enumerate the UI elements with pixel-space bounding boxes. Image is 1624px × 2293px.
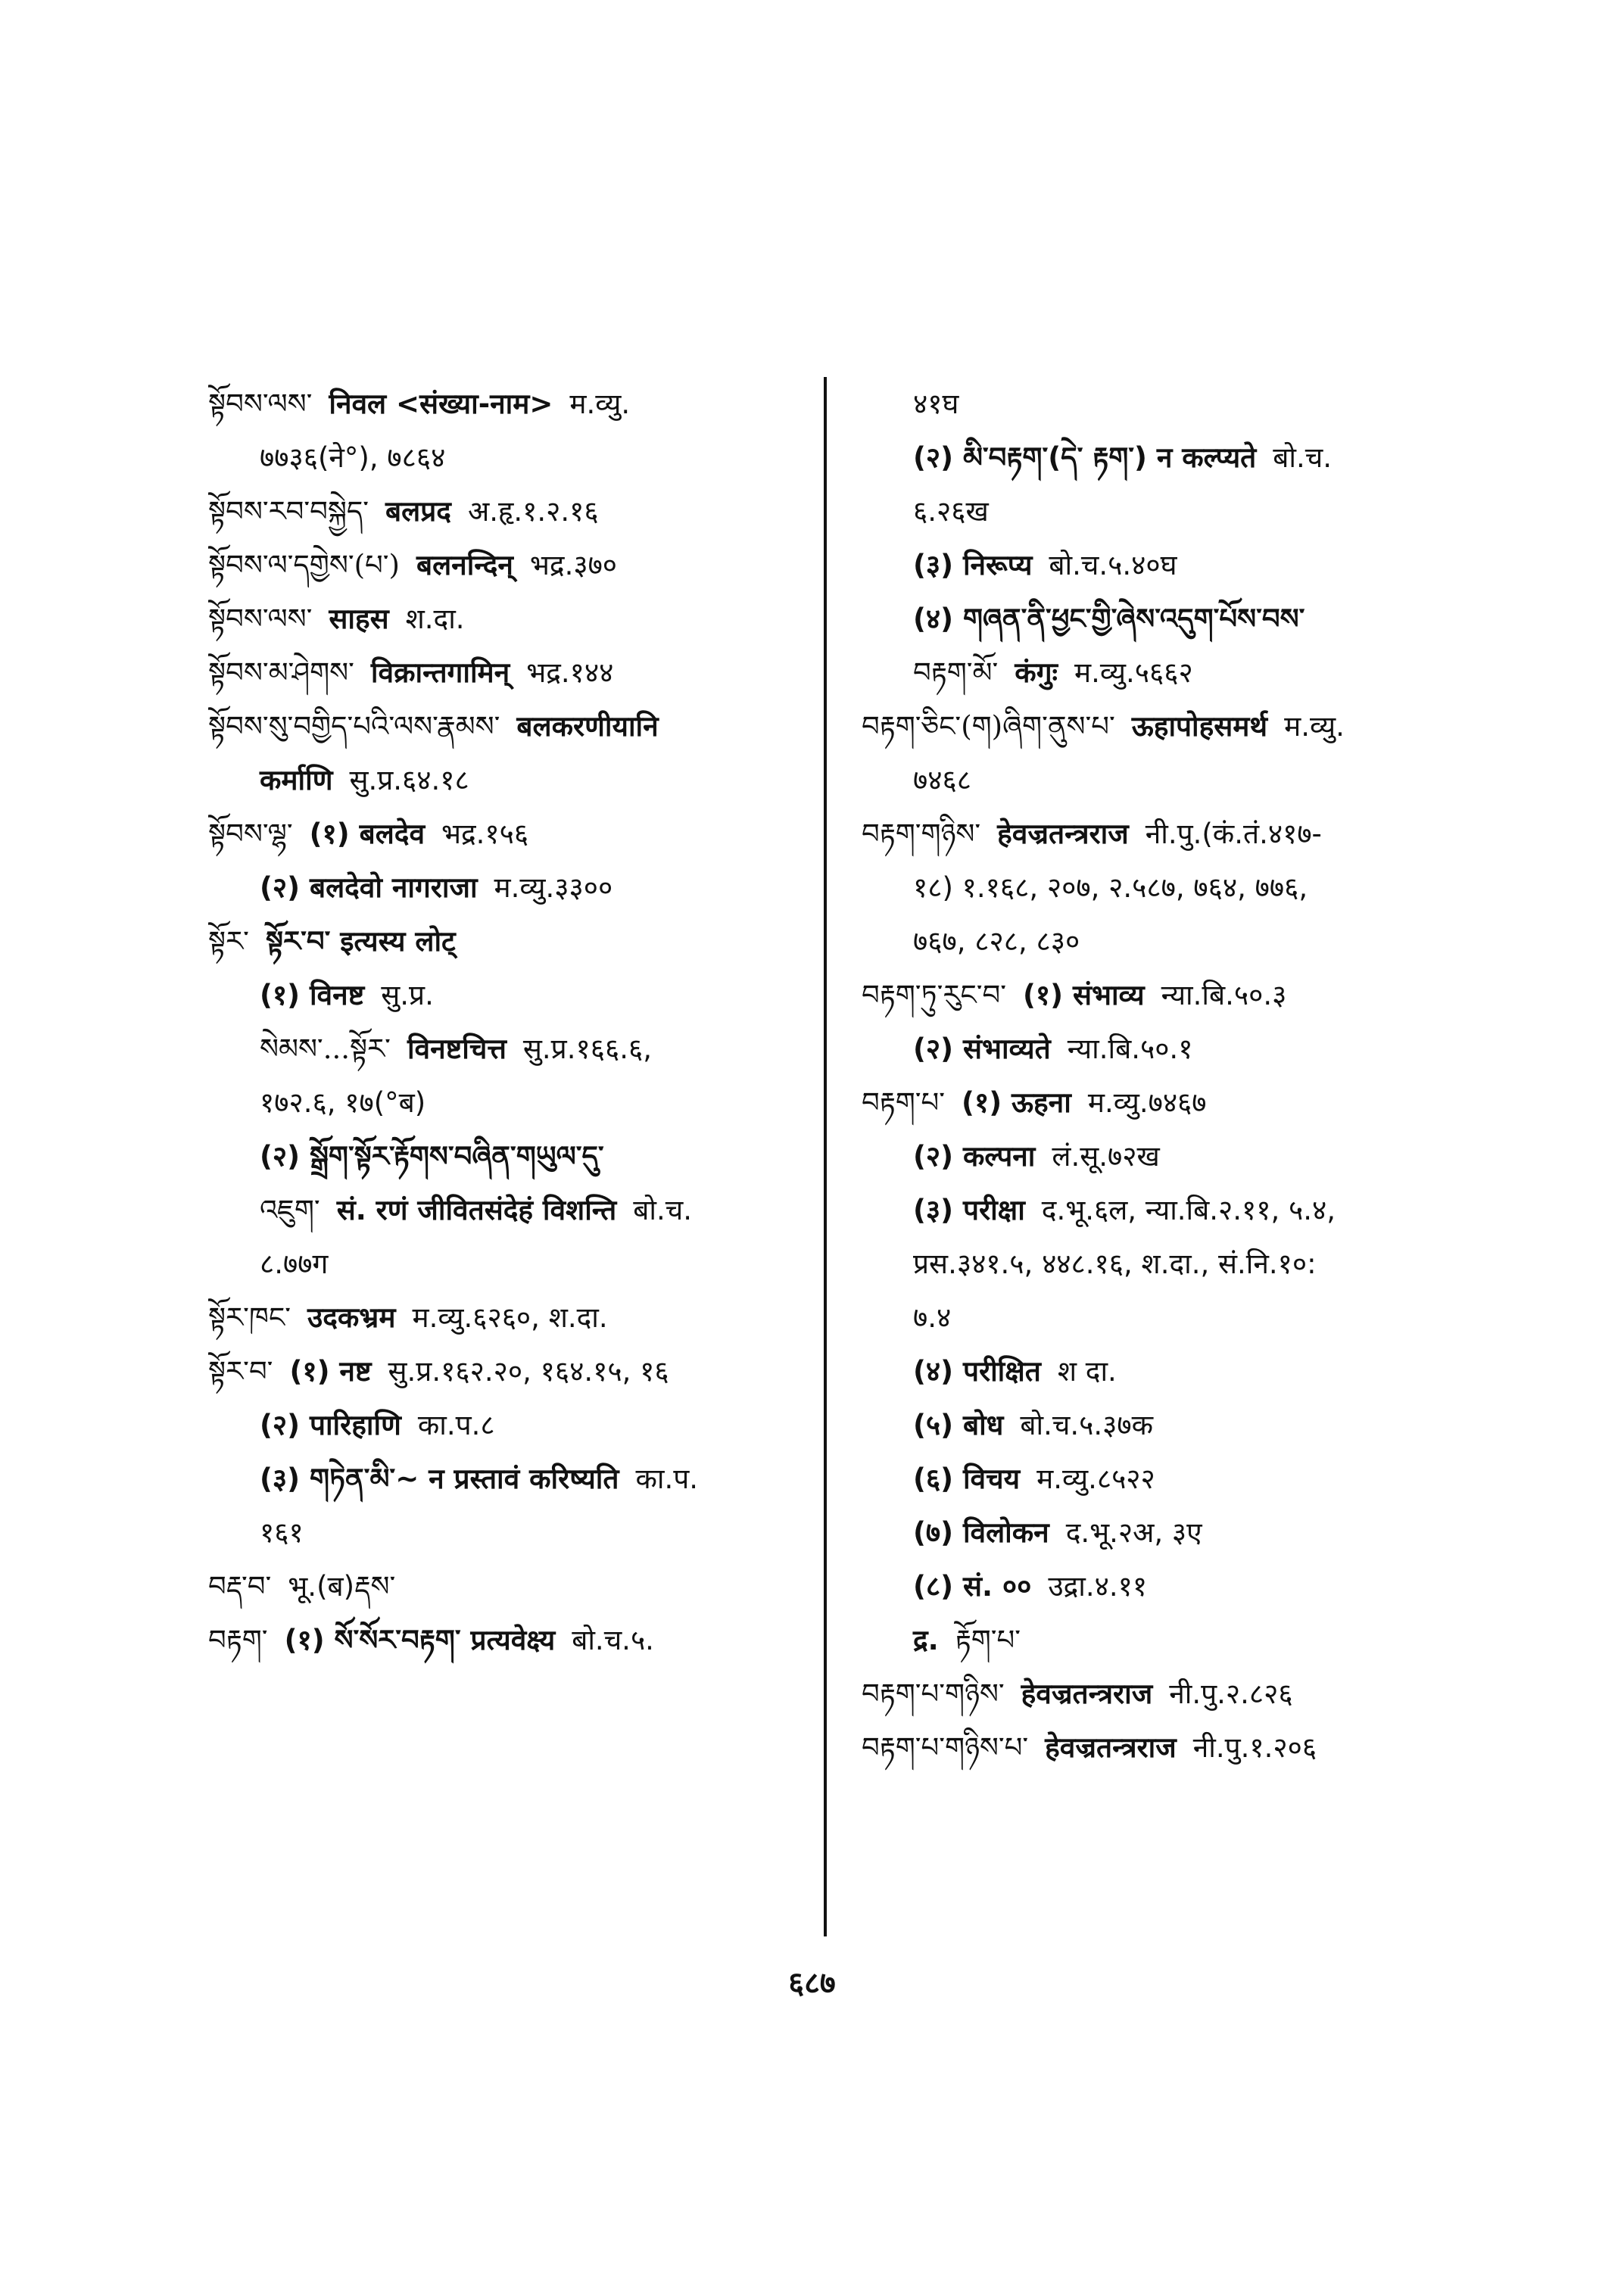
source-reference: श.दा. (405, 603, 465, 635)
sanskrit-equivalent: उदकभ्रम (307, 1301, 396, 1334)
sanskrit-equivalent: (१) संभाव्य (1023, 979, 1145, 1011)
sanskrit-equivalent: हेवज्रतन्त्रराज (1021, 1678, 1153, 1710)
entry-line (862, 1344, 1482, 1398)
sanskrit-equivalent: (५) बोध (913, 1409, 1004, 1441)
source-reference: म.व्यु.७४६७ (1087, 1086, 1207, 1119)
column-divider (824, 377, 827, 1936)
sanskrit-equivalent: हेवज्रतन्त्रराज (997, 818, 1129, 850)
left-column (208, 377, 829, 1667)
tibetan-headword: བརྟག་ཏུ་རུང་བ་ (862, 979, 1006, 1011)
tibetan-headword: སྟོབས་ལ་དགྱེས་(པ་) (208, 549, 400, 581)
entry-line (862, 1721, 1482, 1774)
source-reference: नी.पु.१.२०६ (1192, 1731, 1317, 1764)
source-reference: १७२.६, १७(°ब) (260, 1086, 426, 1119)
entry-line (862, 484, 1482, 538)
source-reference: न्या.बि.५०.१ (1067, 1033, 1193, 1065)
entry-line (862, 1183, 1482, 1237)
source-reference: द.भू.२अ, ३ए (1065, 1516, 1202, 1549)
entry-line (208, 1506, 829, 1559)
source-reference: नी.पु.२.८२६ (1169, 1678, 1293, 1710)
entry-line (208, 377, 829, 431)
entry-line (862, 592, 1482, 646)
entry-line (208, 592, 829, 646)
entry-line (208, 1129, 829, 1183)
source-reference: द.भू.६ल, न्या.बि.२.११, ५.४, (1041, 1194, 1336, 1226)
sanskrit-equivalent: ऊहापोहसमर्थ (1131, 710, 1268, 743)
entry-line (862, 1506, 1482, 1559)
entry-line (862, 1667, 1482, 1721)
tibetan-headword: བརྟག་ (208, 1624, 268, 1656)
tibetan-headword: སྟོར་ (208, 925, 249, 958)
entry-line (208, 1076, 829, 1129)
entry-line (862, 914, 1482, 968)
source-reference: सु.प्र.१६२.२०, १६४.१५, १६ (388, 1355, 669, 1388)
sanskrit-equivalent: (२) སྒྲོག་སྟོར་རྟོགས་བཞིན་གཡུལ་དུ་ (260, 1140, 604, 1173)
source-reference: बो.च.५. (572, 1624, 654, 1656)
source-reference: भू.(ब)རྡས་ (288, 1570, 396, 1603)
entry-line (208, 484, 829, 538)
source-reference: म.व्यु.६२६०, श.दा. (412, 1301, 608, 1334)
entry-line (862, 1613, 1482, 1667)
source-reference: ४१घ (913, 388, 959, 420)
tibetan-headword: བརྟག་གཉིས་ (862, 818, 981, 850)
entry-line (862, 1022, 1482, 1076)
source-reference: ८.७७ग (260, 1248, 329, 1280)
entry-line (862, 377, 1482, 431)
entry-line (208, 1022, 829, 1076)
entry-line (208, 753, 829, 807)
source-reference: १८) १.१६८, २०७, २.५८७, ७६४, ७७६, (913, 871, 1308, 904)
source-reference: बो.च. (1273, 441, 1332, 474)
entry-line (862, 861, 1482, 914)
source-reference: म.व्यु. (569, 388, 631, 420)
sanskrit-equivalent: (४) གཞན་ནི་ཕྱང་གྱི་ཞེས་འདུག་པོས་བས་ (913, 603, 1305, 635)
tibetan-headword: སྟོབས་ལས་ (208, 603, 313, 635)
entry-line (208, 1183, 829, 1237)
tibetan-headword: སེམས་...སྟོར་ (260, 1033, 391, 1065)
tibetan-headword: སྟོབས་ལྷ་ (208, 818, 293, 850)
source-reference: का.प.८ (417, 1409, 495, 1441)
entry-line (862, 431, 1482, 484)
entry-line (862, 1129, 1482, 1183)
tibetan-headword: བརྡ་བ་ (208, 1570, 272, 1603)
entry-line (862, 1291, 1482, 1344)
tibetan-headword: སྟོབས་མ་ཤེགས་ (208, 656, 354, 689)
tibetan-headword: བརྟག་པ་གཉིས་ (862, 1678, 1005, 1710)
sanskrit-equivalent: बलप्रद (385, 495, 451, 528)
tibetan-headword: སྟོར་ཁང་ (208, 1301, 291, 1334)
source-reference: म.व्यु.५६६२ (1074, 656, 1193, 689)
page-number: ६८७ (788, 1966, 836, 2001)
sanskrit-equivalent: हेवज्रतन्त्रराज (1045, 1731, 1177, 1764)
entry-line (208, 1344, 829, 1398)
source-reference: भद्र.१५६ (441, 818, 529, 850)
sanskrit-equivalent: सं. रणं जीवितसंदेहं विशन्ति (336, 1194, 617, 1226)
sanskrit-equivalent: विनष्टचित्त (407, 1033, 507, 1065)
tibetan-headword: བརྟག་པ་ (862, 1086, 946, 1119)
sanskrit-equivalent: बलकरणीयानि (516, 710, 659, 743)
source-reference: རྟོག་པ་ (955, 1624, 1021, 1656)
entry-line (208, 431, 829, 484)
tibetan-headword: སྟོབས་རབ་བསྐྱེད་ (208, 495, 369, 528)
sanskrit-equivalent: (१) विनष्ट (260, 979, 365, 1011)
sanskrit-equivalent: (२) पारिहाणि (260, 1409, 401, 1441)
entry-line (208, 1237, 829, 1291)
source-reference: बो.च. (633, 1194, 693, 1226)
source-reference: प्रस.३४१.५, ४४८.१६, श.दा., सं.नि.१०: (913, 1248, 1317, 1280)
tibetan-headword: བརྟག་ཅིང་(ག)ཞིག་ནུས་པ་ (862, 710, 1115, 743)
sanskrit-equivalent: (२) མི་བརྟག་(དེ་ རྟག་) न कल्प्यते (913, 441, 1257, 474)
source-reference: नी.पु.(कं.तं.४१७- (1145, 818, 1322, 850)
source-reference: ७.४ (913, 1301, 952, 1334)
source-reference: उद्रा.४.११ (1048, 1570, 1148, 1603)
entry-line (862, 1076, 1482, 1129)
source-reference: सु.प्र.१६६.६, (522, 1033, 652, 1065)
sanskrit-equivalent: (१) बलदेव (309, 818, 425, 850)
sanskrit-equivalent: (२) बलदेवो नागराजा (260, 871, 478, 904)
entry-line (862, 538, 1482, 592)
entry-line (208, 914, 829, 968)
sanskrit-equivalent: (२) कल्पना (913, 1140, 1036, 1173)
entry-line (208, 968, 829, 1022)
source-reference: भद्र.३७० (529, 549, 618, 581)
source-reference: भद्र.१४४ (526, 656, 614, 689)
entry-line (208, 699, 829, 753)
sanskrit-equivalent: སྟོར་བ་ इत्यस्य लोट् (265, 925, 456, 958)
tibetan-headword: སྟོབས་སུ་བགྱིད་པའི་ལས་རྣམས་ (208, 710, 500, 743)
source-reference: ६.२६ख (913, 495, 989, 528)
entry-line (208, 538, 829, 592)
sanskrit-equivalent: (३) परीक्षा (913, 1194, 1025, 1226)
source-reference: न्या.बि.५०.३ (1161, 979, 1287, 1011)
tibetan-headword: འཇུག་ (260, 1194, 320, 1226)
entry-line (862, 753, 1482, 807)
sanskrit-equivalent: द्र. (913, 1624, 939, 1656)
source-reference: का.प. (635, 1463, 699, 1495)
sanskrit-equivalent: (१) སོ་སོར་བརྟག་ प्रत्यवेक्ष्य (284, 1624, 556, 1656)
sanskrit-equivalent: (४) परीक्षित (913, 1355, 1041, 1388)
source-reference: ७७३६(ने°), ७८६४ (260, 441, 446, 474)
sanskrit-equivalent: कंगुः (1015, 656, 1058, 689)
entry-line (862, 1398, 1482, 1452)
source-reference: १६१ (260, 1516, 304, 1549)
entry-line (862, 968, 1482, 1022)
tibetan-headword: སྟོབས་ལས་ (208, 388, 313, 420)
sanskrit-equivalent: विक्रान्तगामिन् (370, 656, 510, 689)
entry-line (862, 1237, 1482, 1291)
source-reference: म.व्यु.८५२२ (1036, 1463, 1155, 1495)
entry-line (208, 861, 829, 914)
source-reference: म.व्यु. (1284, 710, 1345, 743)
source-reference: श दा. (1057, 1355, 1117, 1388)
entry-line (208, 1452, 829, 1506)
sanskrit-equivalent: (८) सं. ०० (913, 1570, 1032, 1603)
source-reference: बो.च.५.४०घ (1049, 549, 1177, 581)
sanskrit-equivalent: (३) निरूप्य (913, 549, 1033, 581)
entry-line (862, 646, 1482, 699)
right-column (862, 377, 1482, 1774)
sanskrit-equivalent: (१) नष्ट (289, 1355, 372, 1388)
source-reference: बो.च.५.३७क (1020, 1409, 1154, 1441)
entry-line (208, 1613, 829, 1667)
sanskrit-equivalent: (३) གཏེན་མི་~ न प्रस्तावं करिष्यति (260, 1463, 619, 1495)
source-reference: लं.सू.७२ख (1052, 1140, 1160, 1173)
tibetan-headword: བརྟག་མོ་ (913, 656, 999, 689)
entry-line (862, 807, 1482, 861)
entry-line (208, 646, 829, 699)
entry-line (208, 1291, 829, 1344)
entry-line (208, 1398, 829, 1452)
entry-line (208, 1559, 829, 1613)
sanskrit-equivalent: (२) संभाव्यते (913, 1033, 1051, 1065)
sanskrit-equivalent: बलनन्दिन् (416, 549, 513, 581)
source-reference: सु.प्र. (381, 979, 434, 1011)
sanskrit-equivalent: (६) विचय (913, 1463, 1021, 1495)
source-reference: म.व्यु.३३०० (494, 871, 613, 904)
entry-line (208, 807, 829, 861)
sanskrit-equivalent: साहस (329, 603, 389, 635)
source-reference: ७६७, ८२८, ८३० (913, 925, 1080, 958)
sanskrit-equivalent: (७) विलोकन (913, 1516, 1049, 1549)
source-reference: ७४६८ (913, 764, 971, 796)
source-reference: सु.प्र.६४.१८ (349, 764, 469, 796)
entry-line (862, 1559, 1482, 1613)
entry-line (862, 1452, 1482, 1506)
tibetan-headword: སྟོར་བ་ (208, 1355, 273, 1388)
sanskrit-equivalent: (१) ऊहना (962, 1086, 1071, 1119)
sanskrit-equivalent: निवल <संख्या-नाम> (329, 388, 553, 420)
entry-line (862, 699, 1482, 753)
tibetan-headword: བརྟག་པ་གཉིས་པ་ (862, 1731, 1029, 1764)
source-reference: अ.हृ.१.२.१६ (467, 495, 599, 528)
sanskrit-equivalent: कर्माणि (260, 764, 333, 796)
